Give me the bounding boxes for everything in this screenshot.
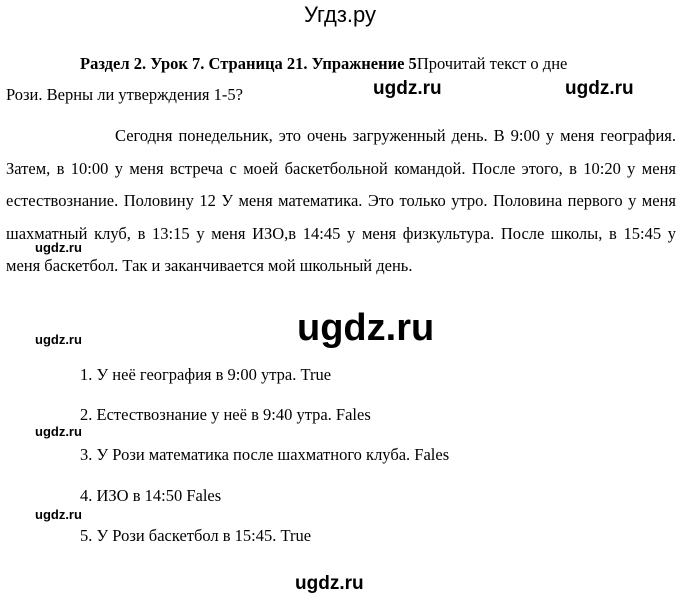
exercise-heading-continuation: Рози. Верны ли утверждения 1-5? (6, 85, 243, 104)
watermark: ugdz.ru (35, 507, 82, 522)
watermark: ugdz.ru (297, 307, 435, 349)
answer-item-2: 2. Естествознание у неё в 9:40 утра. Fales (80, 405, 371, 424)
answer-item-4: 4. ИЗО в 14:50 Fales (80, 486, 222, 505)
site-title: Угдз.ру (303, 2, 377, 27)
answer-item-1: 1. У неё география в 9:00 утра. True (80, 365, 332, 384)
watermark: ugdz.ru (35, 240, 82, 255)
exercise-heading (80, 48, 567, 79)
reading-text: Сегодня понедельник, это очень загруженный день. В 9:00 у меня география. Затем, в 10:00 у меня встреча с моей баскетбольной командой. После этого, в 10:20 у меня естествознание. Половину 12 У меня математика. Это только утро. Половина первого у меня шахматный клуб, в 13:15 у меня ИЗО,в 14:45 у меня физкультура. После школы, в 15:45 у меня баскетбол. Так и заканчивается мой школьный день. (6, 126, 676, 275)
answer-item-3: 3. У Рози математика после шахматного клуба. Fales (80, 445, 450, 464)
watermark: ugdz.ru (565, 78, 634, 99)
watermark: ugdz.ru (295, 573, 364, 594)
watermark: ugdz.ru (35, 332, 82, 347)
exercise-heading-bold: Раздел 2. Урок 7. Страница 21. Упражнение 5 (80, 54, 417, 73)
watermark: ugdz.ru (373, 78, 442, 99)
answer-item-5: 5. У Рози баскетбол в 15:45. True (80, 526, 312, 545)
exercise-heading-task: Прочитай текст о дне (416, 54, 568, 73)
watermark: ugdz.ru (35, 424, 82, 439)
